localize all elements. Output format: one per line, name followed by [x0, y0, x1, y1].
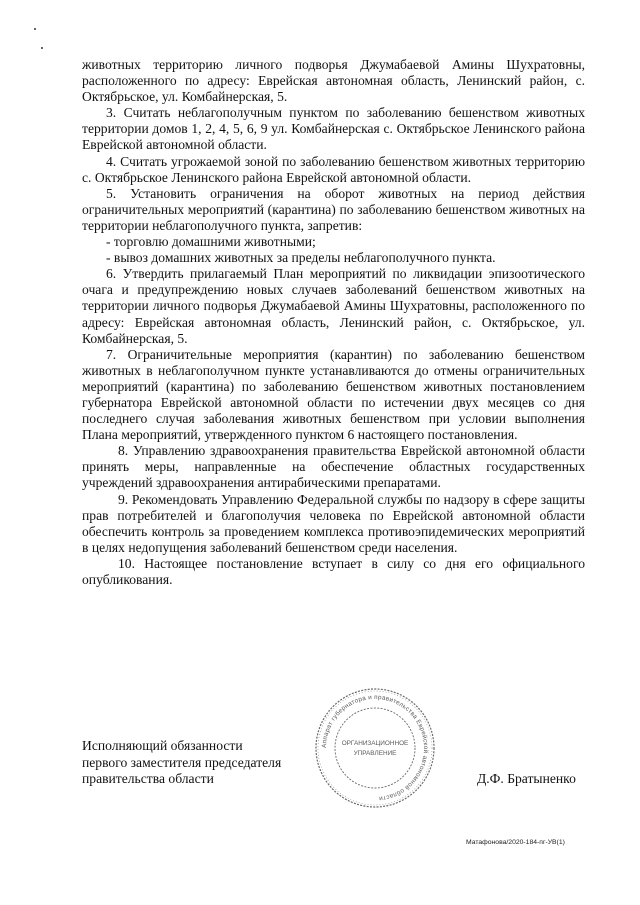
clause-10: 10. Настоящее постановление вступает в силу со дня его официального опубликования. [82, 555, 585, 587]
clause-5: 5. Установить ограничения на оборот животных на период действия ограничительных мероприятий (карантина) по заболеванию бешенством животных на территории неблагополучного пункта, запретив: [82, 185, 585, 233]
decree-body [82, 57, 585, 588]
clause-7: 7. Ограничительные мероприятия (карантин) по заболеванию бешенством животных в неблагополучном пункте устанавливаются до отмены ограничительных мероприятий (карантина) по заболеванию бешенством животных постановлением губернатора Еврейской автономной области по истечении двух месяцев со дня последнего случая заболевания животных бешенством при условии выполнения Плана мероприятий, утвержденного пунктом 6 настоящего постановления. [82, 346, 585, 443]
signatory-name: Д.Ф. Братыненко [477, 771, 576, 786]
clause-5-item-export: - вывоз домашних животных за пределы неблагополучного пункта. [106, 250, 496, 266]
paragraph-continuation: животных территорию личного подворья Джумабаевой Амины Шухратовны, расположенного по адресу: Еврейская автономная область, Ленинский район, с. Октябрьское, ул. Комбайнерская, 5. [82, 57, 585, 105]
signatory-position [82, 738, 302, 788]
clause-9: 9. Рекомендовать Управлению Федеральной службы по надзору в сфере защиты прав потребителей и благополучия человека по Еврейской автономной области обеспечить контроль за проведением комплекса противоэпидемических мероприятий в целях недопущения заболеваний бешенством среди населения. [82, 491, 585, 555]
official-stamp [313, 686, 437, 810]
clause-6: 6. Утвердить прилагаемый План мероприятий по ликвидации эпизоотического очага и предупреждению новых случаев заболеваний бешенством животных на территории личного подворья Джумабаевой Амины Шухратовны, расположенного по адресу: Еврейская автономная область, Ленинский район, с. Октябрьское, ул. Комбайнерская, 5. [82, 266, 585, 346]
clause-5-item-trade: - торговлю домашними животными; [106, 234, 316, 250]
signatory-position-line-1: Исполняющий обязанности [82, 738, 243, 753]
svg-text:Аппарат губернатора и правител [321, 694, 430, 802]
document-reference-code: Матафонова/2020-184-пг-УВ(1) [466, 839, 565, 846]
stamp-inner-line-1: ОРГАНИЗАЦИОННОЕ [341, 740, 409, 747]
stamp-inner-line-2: УПРАВЛЕНИЕ [353, 750, 397, 757]
clause-4: 4. Считать угрожаемой зоной по заболеванию бешенством животных территорию с. Октябрьское Ленинского района Еврейской автономной области. [82, 153, 585, 185]
signatory-position-line-2: первого заместителя председателя [82, 754, 282, 770]
clause-8: 8. Управлению здравоохранения правительства Еврейской автономной области принять меры, направленные на обеспечение областных государственных учреждений здравоохранения антирабическими препаратами. [82, 443, 585, 491]
stamp-outer-text: Аппарат губернатора и правительства Еврейской автономной области [320, 693, 430, 802]
signatory-position-line-3: правительства области [82, 771, 214, 786]
clause-3: 3. Считать неблагополучным пунктом по заболеванию бешенством животных территории домов 1, 2, 4, 5, 6, 9 ул. Комбайнерская с. Октябрьское Ленинского района Еврейской автономной области. [82, 105, 585, 153]
